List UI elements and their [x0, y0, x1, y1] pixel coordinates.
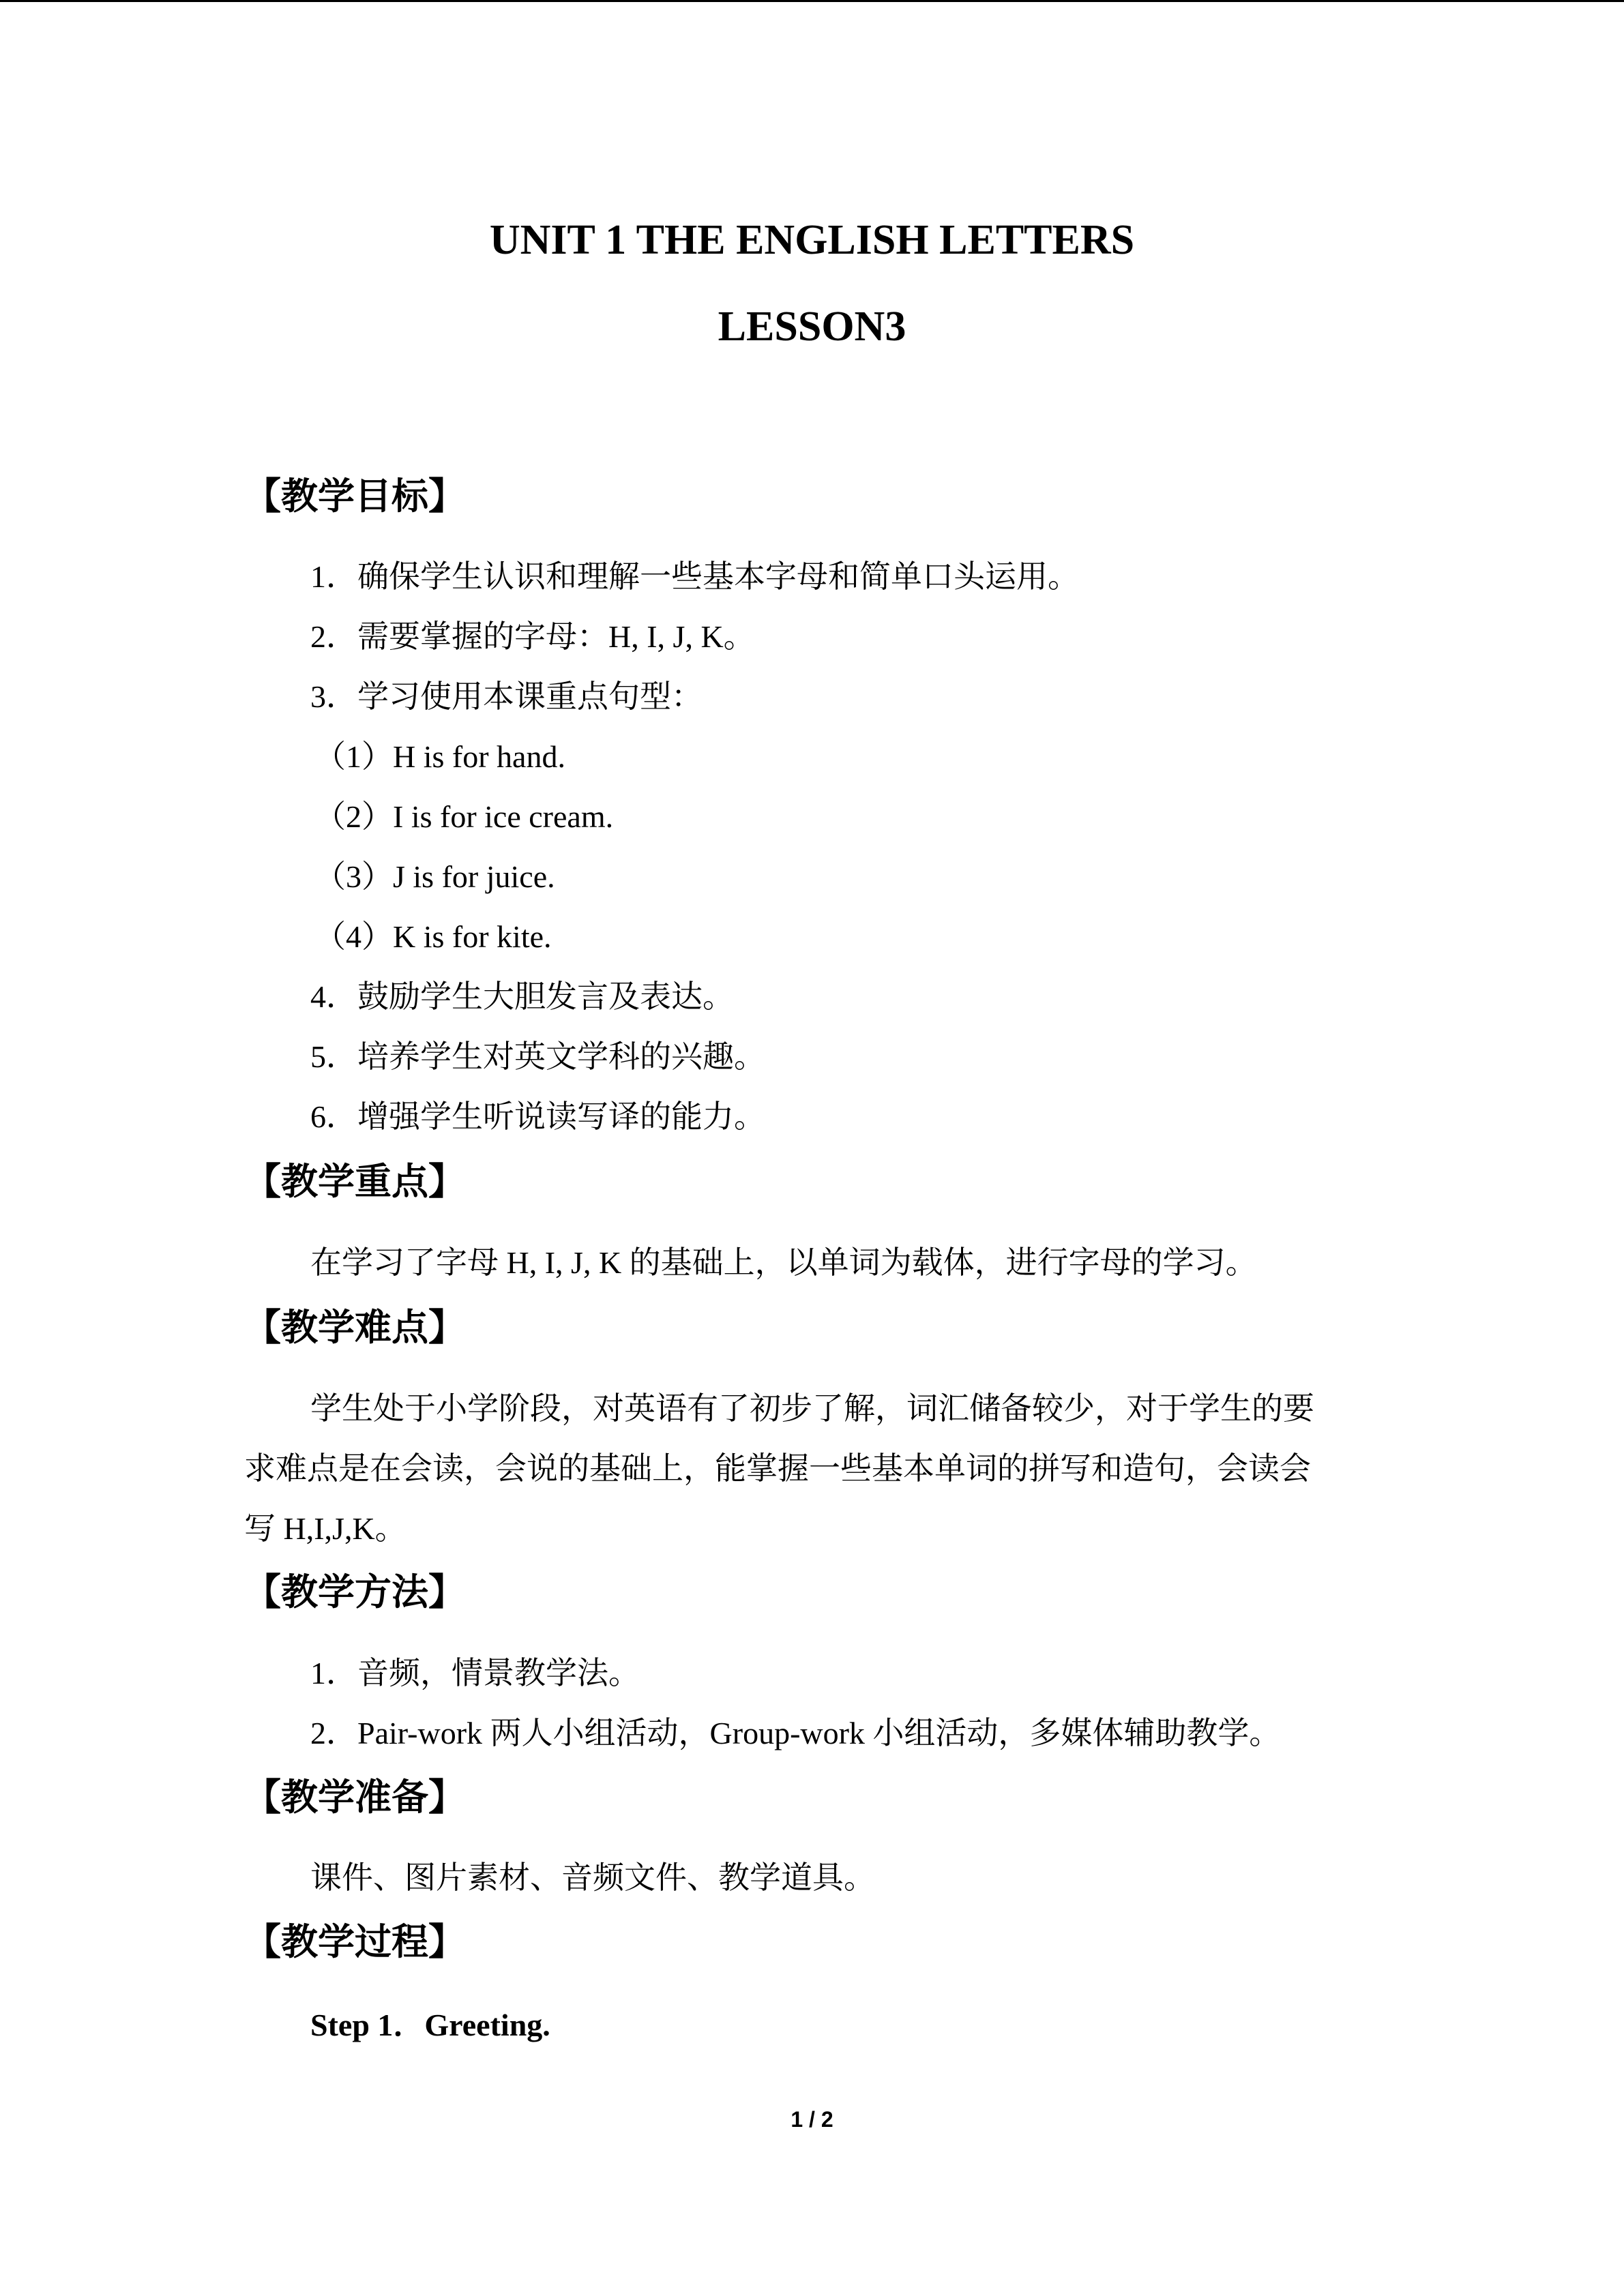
objective-item: 2．需要掌握的字母：H, I, J, K。 [310, 619, 755, 654]
method-item: 1．音频，情景教学法。 [310, 1656, 640, 1690]
difficulties-text-line: 求难点是在会读，会说的基础上，能掌握一些基本单词的拼写和造句，会读会 [244, 1451, 1311, 1486]
step-1-heading: Step 1．Greeting. [310, 2008, 550, 2042]
difficulties-text-line: 学生处于小学阶段，对英语有了初步了解，词汇储备较少，对于学生的要 [310, 1391, 1314, 1426]
document-title: UNIT 1 THE ENGLISH LETTERS [489, 217, 1135, 263]
heading-preparation: 【教学准备】 [244, 1776, 465, 1819]
heading-process: 【教学过程】 [244, 1920, 465, 1963]
lesson-title: LESSON3 [718, 303, 906, 350]
objective-item: 1．确保学生认识和理解一些基本字母和简单口头运用。 [310, 559, 1079, 594]
difficulties-text-line: 写 H,I,J,K。 [244, 1511, 407, 1546]
heading-objectives: 【教学目标】 [244, 475, 465, 518]
heading-key-points: 【教学重点】 [244, 1160, 465, 1203]
objective-item: 6．增强学生听说读写译的能力。 [310, 1099, 765, 1134]
objective-sentence: （3）J is for juice. [314, 859, 555, 894]
objective-item: 5．培养学生对英文学科的兴趣。 [310, 1039, 765, 1074]
objective-sentence: （1）H is for hand. [314, 739, 565, 774]
objective-sentence: （4）K is for kite. [314, 919, 552, 954]
preparation-text: 课件、图片素材、音频文件、教学道具。 [310, 1860, 875, 1895]
method-item: 2．Pair-work 两人小组活动，Group-work 小组活动，多媒体辅助教学。 [310, 1716, 1281, 1750]
page-number: 1 / 2 [791, 2107, 833, 2132]
objective-sentence: （2）I is for ice cream. [314, 799, 614, 834]
objective-item: 3．学习使用本课重点句型： [310, 679, 703, 714]
heading-difficulties: 【教学难点】 [244, 1306, 465, 1349]
key-points-text: 在学习了字母 H, I, J, K 的基础上，以单词为载体，进行字母的学习。 [310, 1245, 1257, 1280]
objective-item: 4．鼓励学生大胆发言及表达。 [310, 979, 734, 1014]
heading-methods: 【教学方法】 [244, 1570, 465, 1613]
